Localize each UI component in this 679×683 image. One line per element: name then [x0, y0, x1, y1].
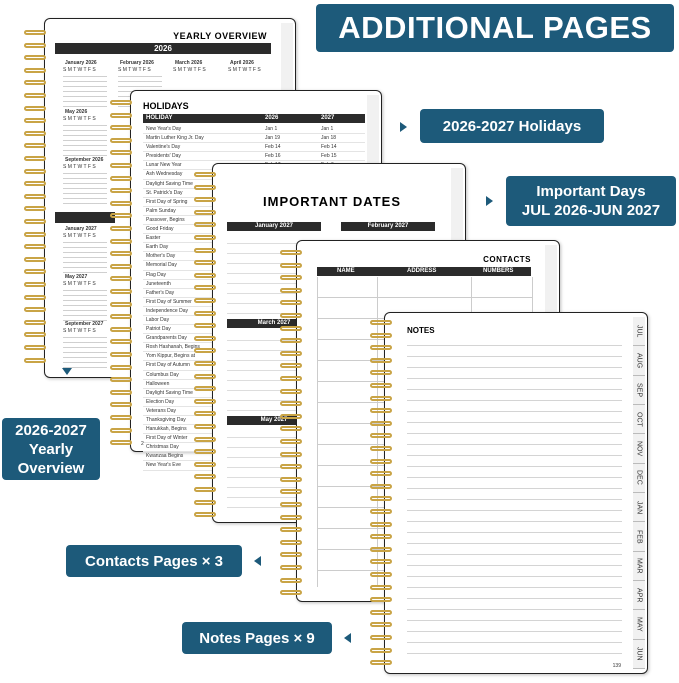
spiral-ring	[194, 487, 216, 492]
weekday-row: S M T W T F S	[173, 67, 206, 73]
holiday-name: First Day of Autumn	[146, 362, 190, 369]
spiral-ring	[280, 401, 302, 406]
spiral-ring	[370, 421, 392, 426]
spiral-ring	[110, 138, 132, 143]
spiral-ring	[280, 326, 302, 331]
yearly-line1: 2026-2027	[15, 421, 87, 439]
spiral-ring	[110, 327, 132, 332]
tab-jan[interactable]: JAN	[633, 493, 645, 522]
spiral-ring	[370, 496, 392, 501]
col-name: NAME	[337, 268, 355, 274]
yearly-year-bar-2027	[55, 212, 115, 223]
spiral-ring	[110, 213, 132, 218]
tab-feb[interactable]: FEB	[633, 522, 645, 551]
spiral-ring	[110, 163, 132, 168]
spiral-ring	[280, 565, 302, 570]
col-numbers: NUMBERS	[483, 268, 514, 274]
weekday-row: S M T W T F S	[63, 116, 96, 122]
holiday-name: Independence Day	[146, 307, 188, 314]
spiral-ring	[280, 300, 302, 305]
holiday-name: Yom Kippur, Begins at	[146, 353, 196, 360]
spiral-ring	[110, 125, 132, 130]
tab-jun[interactable]: JUN	[633, 640, 645, 669]
page-number: 139	[612, 663, 621, 669]
holiday-name: Good Friday	[146, 226, 174, 233]
holiday-name: Martin Luther King Jr. Day	[146, 135, 204, 142]
spiral-ring	[370, 660, 392, 665]
holidays-header-row	[143, 114, 365, 123]
spiral-ring	[370, 383, 392, 388]
spiral-ring	[370, 585, 392, 590]
spiral-ring	[194, 462, 216, 467]
spiral-ring	[370, 597, 392, 602]
important-days-callout	[506, 176, 676, 226]
spiral-ring	[280, 363, 302, 368]
notes-page	[384, 312, 648, 674]
yearly-year-bar: 2026	[55, 43, 271, 54]
spiral-ring	[280, 578, 302, 583]
month-tabs	[633, 317, 645, 669]
spiral-ring	[24, 131, 46, 136]
spiral-ring	[194, 512, 216, 517]
yearly-line3: Overview	[17, 459, 85, 477]
spiral-ring	[110, 239, 132, 244]
spiral-ring	[110, 402, 132, 407]
col-holiday: HOLIDAY	[146, 115, 173, 121]
holiday-name: Earth Day	[146, 244, 169, 251]
holiday-name: Patriot Day	[146, 326, 171, 333]
spiral-ring	[370, 370, 392, 375]
month-label: January 2027	[65, 226, 97, 232]
spiral-ring	[24, 332, 46, 337]
holiday-name: Flag Day	[146, 271, 167, 278]
spiral-ring	[110, 150, 132, 155]
holiday-name: Columbus Day	[146, 371, 179, 378]
yearly-overview-callout	[2, 418, 100, 480]
spiral-ring	[24, 194, 46, 199]
arrow-left-icon	[254, 556, 261, 566]
spiral-ring	[194, 260, 216, 265]
spiral-ring	[370, 333, 392, 338]
notes-callout: Notes Pages × 9	[182, 622, 332, 654]
spiral-ring	[280, 515, 302, 520]
holiday-name: New Year's Eve	[146, 462, 181, 469]
important-heading: IMPORTANT DATES	[263, 194, 402, 209]
holiday-name: St. Patrick's Day	[146, 189, 183, 196]
spiral-ring	[194, 172, 216, 177]
col-address: ADDRESS	[407, 268, 437, 274]
spiral-ring	[370, 433, 392, 438]
spiral-ring	[110, 377, 132, 382]
spiral-ring	[280, 452, 302, 457]
month-label: September 2026	[65, 157, 104, 163]
spiral-ring	[370, 484, 392, 489]
spiral-ring	[370, 320, 392, 325]
spiral-ring	[110, 352, 132, 357]
spiral-ring	[24, 295, 46, 300]
spiral-ring	[110, 201, 132, 206]
holiday-date-2026: Feb 16	[265, 153, 281, 160]
holiday-name: Christmas Day	[146, 444, 179, 451]
spiral-ring	[24, 244, 46, 249]
spiral-ring	[110, 251, 132, 256]
spiral-ring	[194, 424, 216, 429]
holiday-name: Election Day	[146, 398, 175, 405]
holiday-date-2026: Jan 1	[265, 126, 278, 132]
spiral-ring	[110, 176, 132, 181]
spiral-ring	[110, 302, 132, 307]
holiday-name: Rosh Hashanah, Begins	[146, 344, 200, 351]
notes-lines	[407, 335, 622, 663]
spiral-ring	[370, 622, 392, 627]
spiral-ring	[370, 459, 392, 464]
spiral-ring	[110, 390, 132, 395]
arrow-right-icon	[486, 196, 493, 206]
title-banner: ADDITIONAL PAGES	[316, 4, 674, 52]
spiral-ring	[370, 396, 392, 401]
spiral-ring	[24, 219, 46, 224]
holiday-date-2027: Jan 1	[321, 126, 334, 132]
spiral-ring	[194, 348, 216, 353]
spiral-ring	[24, 169, 46, 174]
spiral-ring	[110, 100, 132, 105]
date-grid	[63, 75, 107, 107]
holidays-callout: 2026-2027 Holidays	[420, 109, 604, 143]
spiral-ring	[110, 226, 132, 231]
spiral-ring	[110, 440, 132, 445]
month-bar: May 2027	[227, 416, 321, 425]
tab-nov[interactable]: NOV	[633, 434, 645, 463]
holiday-date-2026: Feb 14	[265, 144, 281, 151]
spiral-ring	[280, 351, 302, 356]
tab-jul[interactable]: JUL	[633, 317, 645, 346]
holiday-row	[143, 134, 365, 143]
holiday-name: First Day of Winter	[146, 435, 188, 442]
month-bar: March 2027	[227, 319, 321, 328]
holiday-name: Lunar New Year	[146, 162, 182, 169]
spiral-ring	[280, 527, 302, 532]
holiday-name: Father's Day	[146, 289, 175, 296]
spiral-ring	[24, 43, 46, 48]
weekday-row: S M T W T F S	[63, 281, 96, 287]
month-label: May 2026	[65, 109, 88, 115]
month-label: May 2027	[65, 274, 88, 280]
holiday-name: Thanksgiving Day	[146, 417, 186, 423]
spiral-ring	[280, 464, 302, 469]
spiral-ring	[280, 250, 302, 255]
holiday-name: Daylight Saving Time	[146, 389, 193, 396]
holiday-name: Veterans Day	[146, 407, 177, 414]
holiday-name: Valentine's Day	[146, 144, 181, 151]
weekday-row: S M T W T F S	[63, 328, 96, 334]
holiday-name: New Year's Day	[146, 126, 182, 132]
month-label: January 2026	[65, 60, 97, 66]
important-days-line2: JUL 2026-JUN 2027	[521, 202, 661, 219]
spiral-ring	[110, 289, 132, 294]
spiral-ring	[194, 374, 216, 379]
spiral-ring	[110, 428, 132, 433]
spiral-ring	[370, 345, 392, 350]
spiral-ring	[280, 552, 302, 557]
holiday-name: Passover, Begins	[146, 216, 185, 223]
spiral-ring	[280, 477, 302, 482]
tab-sep[interactable]: SEP	[633, 376, 645, 405]
holiday-date-2027: Feb 15	[321, 153, 337, 160]
weekday-row: S M T W T F S	[228, 67, 261, 73]
holiday-name: Mother's Day	[146, 253, 176, 260]
spiral-ring	[280, 414, 302, 419]
holiday-name: Grandparents Day	[146, 335, 187, 342]
spiral-ring	[24, 282, 46, 287]
spiral-ring	[280, 313, 302, 318]
spiral-ring	[194, 235, 216, 240]
tab-aug[interactable]: AUG	[633, 346, 645, 375]
spiral-ring	[24, 30, 46, 35]
holiday-name: Labor Day	[146, 316, 170, 323]
spiral-ring	[194, 197, 216, 202]
contacts-heading: CONTACTS	[483, 255, 531, 264]
spiral-ring	[194, 185, 216, 190]
page-number: 2	[141, 441, 144, 447]
spiral-ring	[24, 106, 46, 111]
spiral-ring	[194, 311, 216, 316]
spiral-ring	[24, 68, 46, 73]
spiral-ring	[110, 415, 132, 420]
spiral-ring	[280, 263, 302, 268]
month-bar: January 2027	[227, 222, 321, 231]
spiral-ring	[280, 389, 302, 394]
spiral-ring	[24, 232, 46, 237]
holidays-heading: HOLIDAYS	[143, 101, 189, 111]
holiday-name: Daylight Saving Time	[146, 180, 193, 187]
spiral-ring	[370, 471, 392, 476]
spiral-ring	[24, 206, 46, 211]
weekday-row: S M T W T F S	[63, 67, 96, 73]
spiral-ring	[280, 502, 302, 507]
weekday-row: S M T W T F S	[63, 233, 96, 239]
spiral-ring	[280, 540, 302, 545]
spiral-ring	[24, 143, 46, 148]
arrow-down-icon	[62, 368, 72, 375]
spiral-ring	[24, 156, 46, 161]
spiral-ring	[110, 314, 132, 319]
spiral-ring	[24, 118, 46, 123]
arrow-right-icon	[400, 122, 407, 132]
spiral-ring	[370, 522, 392, 527]
spiral-ring	[194, 273, 216, 278]
spiral-ring	[280, 338, 302, 343]
spiral-ring	[370, 559, 392, 564]
tab-mar[interactable]: MAR	[633, 552, 645, 581]
spiral-ring	[110, 276, 132, 281]
holiday-name: Kwanzaa Begins	[146, 453, 184, 460]
holiday-date-2027: Feb 14	[321, 144, 337, 151]
spiral-ring	[194, 361, 216, 366]
spiral-ring	[110, 188, 132, 193]
month-label: September 2027	[65, 321, 104, 327]
spiral-ring	[24, 181, 46, 186]
spiral-ring	[194, 500, 216, 505]
spiral-ring	[110, 365, 132, 370]
spiral-ring	[370, 547, 392, 552]
notes-heading: NOTES	[407, 326, 435, 335]
holiday-row	[143, 143, 365, 152]
holiday-name: First Day of Spring	[146, 198, 188, 205]
holiday-name: Easter	[146, 235, 161, 242]
holiday-date-2027: Jan 18	[321, 135, 337, 142]
important-days-line1: Important Days	[536, 183, 646, 200]
spiral-ring	[194, 323, 216, 328]
month-label: March 2026	[175, 60, 203, 66]
month-bar: February 2027	[341, 222, 435, 231]
holiday-name: Palm Sunday	[146, 207, 176, 214]
spiral-ring	[24, 307, 46, 312]
spiral-ring	[370, 358, 392, 363]
spiral-ring	[370, 648, 392, 653]
spiral-ring	[280, 376, 302, 381]
contacts-header-row	[317, 267, 531, 276]
date-grid	[63, 241, 107, 273]
spiral-ring	[280, 489, 302, 494]
holiday-name: Ash Wednesday	[146, 171, 183, 178]
holiday-name: Halloween	[146, 380, 170, 387]
spiral-ring	[24, 55, 46, 60]
spiral-ring	[24, 257, 46, 262]
spiral-ring	[194, 399, 216, 404]
contacts-callout: Contacts Pages × 3	[66, 545, 242, 577]
spiral-ring	[24, 320, 46, 325]
spiral-ring	[370, 509, 392, 514]
month-label: April 2026	[230, 60, 254, 66]
spiral-ring	[194, 222, 216, 227]
tab-dec[interactable]: DEC	[633, 464, 645, 493]
tab-oct[interactable]: OCT	[633, 405, 645, 434]
spiral-ring	[24, 358, 46, 363]
tab-may[interactable]: MAY	[633, 610, 645, 639]
spiral-ring	[110, 264, 132, 269]
spiral-ring	[280, 288, 302, 293]
holiday-row	[143, 125, 365, 134]
tab-apr[interactable]: APR	[633, 581, 645, 610]
date-grid	[63, 336, 107, 368]
spiral-ring	[280, 590, 302, 595]
spiral-ring	[370, 572, 392, 577]
holiday-name: First Day of Summer	[146, 298, 192, 305]
spiral-ring	[370, 610, 392, 615]
holiday-name: Juneteenth	[146, 280, 171, 287]
spiral-ring	[194, 298, 216, 303]
col-2026: 2026	[265, 115, 279, 121]
spiral-ring	[194, 285, 216, 290]
date-grid	[63, 172, 107, 204]
spiral-ring	[194, 474, 216, 479]
month-label: February 2026	[120, 60, 154, 66]
spiral-ring	[194, 210, 216, 215]
spiral-ring	[24, 269, 46, 274]
spiral-ring	[370, 408, 392, 413]
spiral-ring	[194, 248, 216, 253]
holiday-name: Memorial Day	[146, 262, 177, 269]
holiday-name: Hanukkah, Begins	[146, 426, 187, 433]
holiday-row	[143, 152, 365, 161]
holiday-name: Presidents' Day	[146, 153, 181, 160]
yearly-line2: Yearly	[28, 440, 74, 458]
date-grid	[63, 289, 107, 321]
spiral-ring	[110, 113, 132, 118]
spiral-ring	[194, 411, 216, 416]
spiral-ring	[280, 426, 302, 431]
spiral-ring	[194, 386, 216, 391]
weekday-row: S M T W T F S	[118, 67, 151, 73]
arrow-left-icon	[344, 633, 351, 643]
spiral-ring	[194, 437, 216, 442]
spiral-ring	[280, 439, 302, 444]
spiral-ring	[24, 80, 46, 85]
date-grid	[63, 124, 107, 156]
yearly-heading: YEARLY OVERVIEW	[173, 31, 267, 41]
spiral-ring	[110, 339, 132, 344]
spiral-ring	[194, 449, 216, 454]
spiral-ring	[24, 93, 46, 98]
spiral-ring	[24, 345, 46, 350]
weekday-row: S M T W T F S	[63, 164, 96, 170]
spiral-ring	[370, 635, 392, 640]
spiral-ring	[370, 446, 392, 451]
spiral-ring	[370, 534, 392, 539]
col-2027: 2027	[321, 115, 335, 121]
spiral-ring	[280, 275, 302, 280]
holiday-date-2026: Jan 19	[265, 135, 281, 142]
spiral-ring	[194, 336, 216, 341]
